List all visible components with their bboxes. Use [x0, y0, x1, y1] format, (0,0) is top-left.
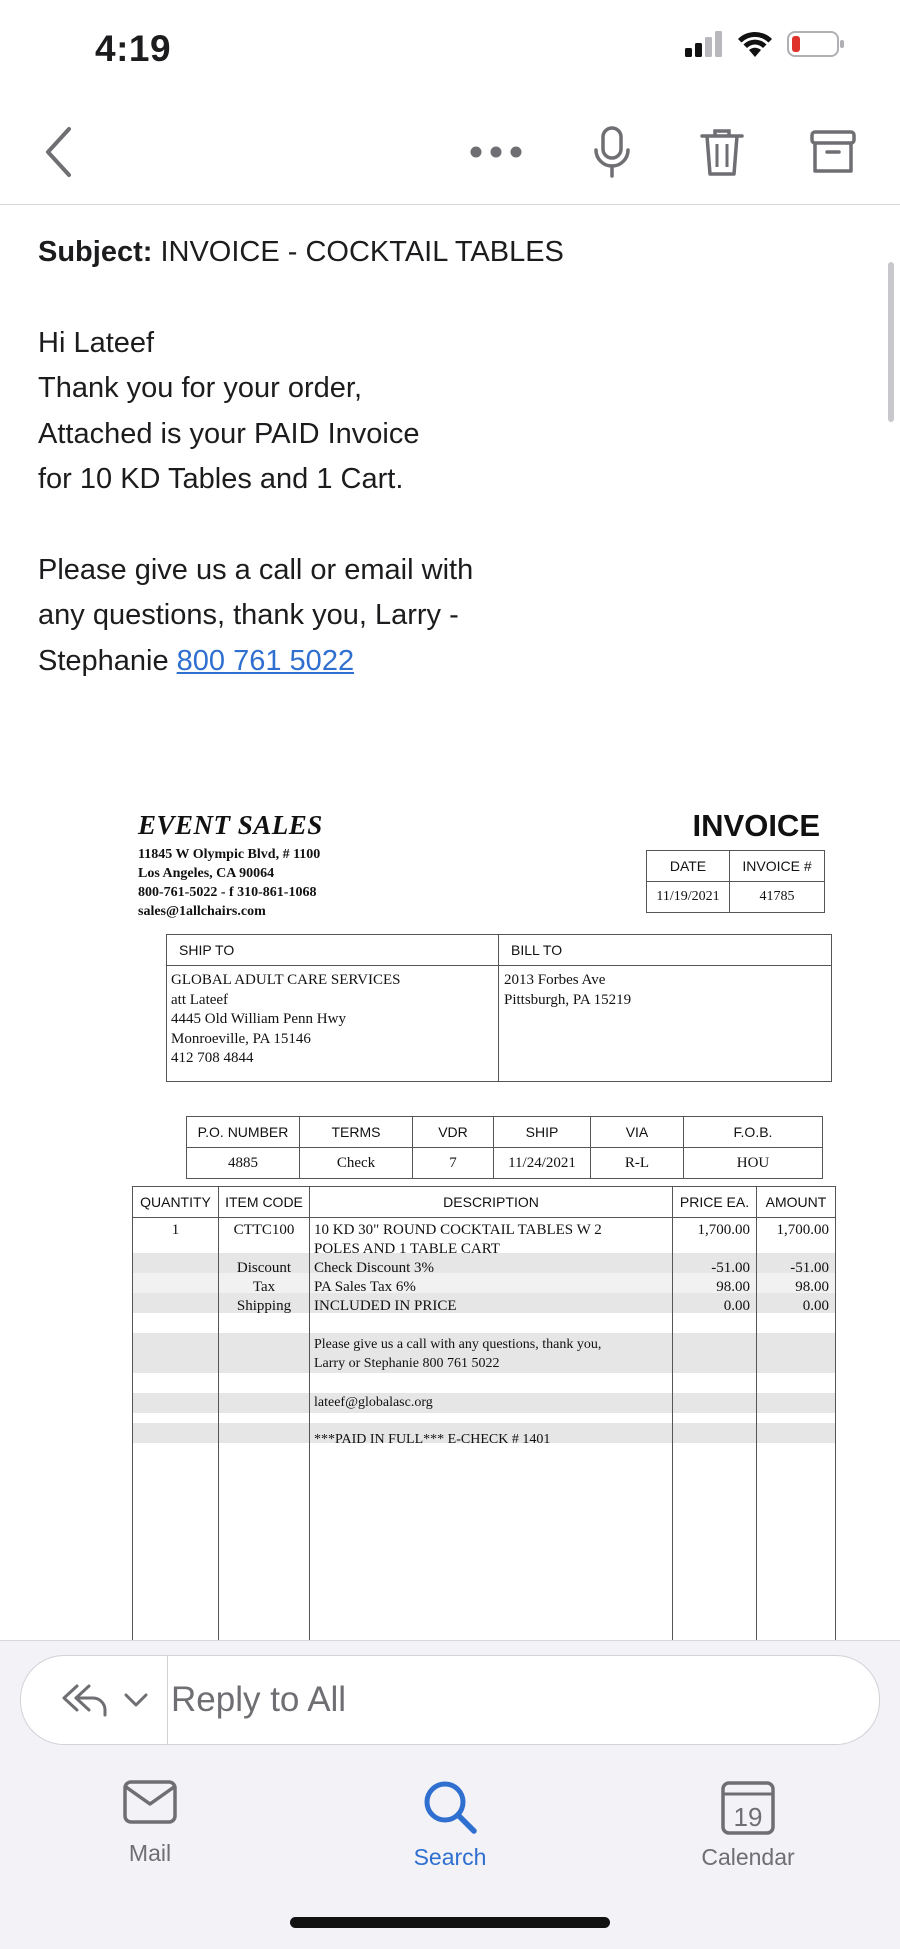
- item-price: 98.00: [716, 1279, 750, 1295]
- invoice-number: 41785: [730, 882, 825, 913]
- calendar-day: 19: [733, 1802, 763, 1832]
- item-code: Shipping: [236, 1298, 292, 1314]
- invoice-company-address: [138, 845, 320, 921]
- archive-icon: [810, 129, 856, 175]
- subject-text: INVOICE - COCKTAIL TABLES: [160, 236, 564, 268]
- quantity-header: QUANTITY: [140, 1194, 211, 1210]
- item-code-header: ITEM CODE: [225, 1194, 303, 1210]
- invoice-attachment[interactable]: [120, 790, 840, 1640]
- message-subject: [38, 230, 858, 276]
- scroll-indicator[interactable]: [888, 262, 894, 422]
- invoice-number-label: INVOICE #: [730, 851, 825, 882]
- body-line: Thank you for your order,: [38, 372, 362, 404]
- body-line: Please give us a call or email with: [38, 553, 474, 586]
- reply-all-icon: [61, 1683, 109, 1717]
- signature-name: Stephanie: [38, 644, 177, 677]
- fob-label: F.O.B.: [684, 1117, 823, 1148]
- ship-label: SHIP: [494, 1117, 591, 1148]
- tab-search-label: Search: [413, 1844, 487, 1870]
- item-price: -51.00: [711, 1260, 750, 1276]
- via-label: VIA: [591, 1117, 684, 1148]
- via-value: R-L: [591, 1148, 684, 1179]
- status-time: 4:19: [95, 28, 172, 69]
- item-description: PA Sales Tax 6%: [314, 1279, 416, 1295]
- fob-value: HOU: [684, 1148, 823, 1179]
- body-line-phone: [38, 639, 858, 685]
- delete-button[interactable]: [692, 122, 752, 182]
- tab-calendar[interactable]: [668, 1779, 828, 1871]
- item-amount: 1,700.00: [776, 1222, 829, 1238]
- item-description: POLES AND 1 TABLE CART: [314, 1241, 500, 1257]
- item-quantity: 1: [171, 1222, 180, 1238]
- price-header: PRICE EA.: [679, 1194, 750, 1210]
- trash-icon: [700, 127, 744, 177]
- ship-to-address: [167, 966, 495, 1074]
- tab-calendar-label: Calendar: [701, 1844, 795, 1870]
- description-header: DESCRIPTION: [443, 1194, 539, 1210]
- date-label: DATE: [647, 851, 730, 882]
- item-price: 1,700.00: [697, 1222, 750, 1238]
- item-price: 0.00: [723, 1298, 750, 1314]
- item-code: Discount: [236, 1260, 292, 1276]
- address-line: 11845 W Olympic Blvd, # 1100: [138, 847, 321, 862]
- ship-to-line: GLOBAL ADULT CARE SERVICES: [171, 972, 401, 988]
- invoice-company: EVENT SALES: [138, 810, 323, 840]
- tab-mail-label: Mail: [128, 1840, 172, 1866]
- ship-to-line: Monroeville, PA 15146: [171, 1030, 311, 1047]
- archive-button[interactable]: [803, 122, 863, 182]
- more-button[interactable]: [466, 122, 526, 182]
- terms-value: Check: [300, 1148, 413, 1179]
- address-line: sales@1allchairs.com: [138, 904, 266, 919]
- tab-search[interactable]: [370, 1779, 530, 1871]
- item-description: 10 KD 30" ROUND COCKTAIL TABLES W 2: [314, 1222, 602, 1238]
- invoice-note: lateef@globalasc.org: [314, 1395, 433, 1410]
- vdr-value: 7: [413, 1148, 494, 1179]
- tab-mail[interactable]: [70, 1779, 230, 1867]
- terms-label: TERMS: [300, 1117, 413, 1148]
- status-bar: [0, 0, 900, 100]
- body-line: Hi Lateef: [38, 326, 155, 359]
- microphone-icon: [592, 126, 632, 178]
- ship-to-line: 4445 Old William Penn Hwy: [171, 1011, 346, 1027]
- item-amount: -51.00: [790, 1260, 829, 1276]
- vdr-label: VDR: [413, 1117, 494, 1148]
- bill-to-line: Pittsburgh, PA 15219: [504, 991, 632, 1008]
- po-number-label: P.O. NUMBER: [187, 1117, 300, 1148]
- invoice-note: ***PAID IN FULL*** E-CHECK # 1401: [314, 1432, 551, 1447]
- status-icons: [685, 30, 845, 58]
- ship-bill-box: [166, 934, 832, 1082]
- reply-options-button[interactable]: [43, 1656, 168, 1744]
- item-amount: 98.00: [795, 1279, 829, 1295]
- back-icon: [43, 126, 73, 178]
- terms-table: [186, 1116, 823, 1179]
- calendar-icon: [721, 1779, 775, 1835]
- item-code: Tax: [252, 1279, 276, 1295]
- phone-link[interactable]: 800 761 5022: [176, 644, 355, 677]
- back-button[interactable]: [28, 122, 88, 182]
- body-line: Attached is your PAID Invoice: [38, 417, 420, 450]
- bill-to-line: 2013 Forbes Ave: [504, 972, 606, 988]
- body-line: for 10 KD Tables and 1 Cart.: [38, 463, 404, 495]
- item-amount: 0.00: [802, 1298, 829, 1314]
- invoice-note: Please give us a call with any questions, thank you,: [314, 1337, 602, 1352]
- ship-to-line: att Lateef: [171, 991, 229, 1008]
- item-code: CTTC100: [233, 1222, 295, 1238]
- ship-to-line: 412 708 4844: [171, 1050, 254, 1066]
- body-line: any questions, thank you, Larry -: [38, 599, 459, 631]
- invoice-note: Larry or Stephanie 800 761 5022: [314, 1356, 500, 1371]
- search-icon: [422, 1779, 478, 1835]
- battery-low-icon: [787, 30, 845, 58]
- invoice-title: INVOICE: [692, 808, 820, 843]
- bottom-bar: [0, 1640, 900, 1949]
- po-number: 4885: [187, 1148, 300, 1179]
- subject-label: Subject:: [38, 236, 153, 268]
- ship-date: 11/24/2021: [494, 1148, 591, 1179]
- amount-header: AMOUNT: [765, 1194, 827, 1210]
- address-line: Los Angeles, CA 90064: [138, 866, 275, 881]
- message-body: [38, 230, 858, 684]
- address-line: 800-761-5022 - f 310-861-1068: [138, 885, 317, 900]
- message-toolbar: [0, 100, 900, 205]
- chevron-down-icon: [123, 1692, 149, 1708]
- reply-field[interactable]: [20, 1655, 880, 1745]
- reply-placeholder: Reply to All: [171, 1680, 347, 1719]
- more-icon: [470, 145, 522, 159]
- line-items-table: [132, 1186, 836, 1641]
- ship-to-label: SHIP TO: [167, 935, 499, 966]
- bill-to-address: [500, 966, 828, 1015]
- item-description: Check Discount 3%: [314, 1260, 434, 1276]
- dictate-button[interactable]: [582, 122, 642, 182]
- home-indicator[interactable]: [290, 1917, 610, 1928]
- invoice-date: 11/19/2021: [647, 882, 730, 913]
- cellular-signal-icon: [685, 31, 723, 57]
- bill-to-label: BILL TO: [499, 935, 831, 966]
- wifi-icon: [737, 30, 773, 58]
- invoice-date-table: [646, 850, 825, 913]
- mail-icon: [122, 1779, 178, 1825]
- item-description: INCLUDED IN PRICE: [314, 1298, 457, 1314]
